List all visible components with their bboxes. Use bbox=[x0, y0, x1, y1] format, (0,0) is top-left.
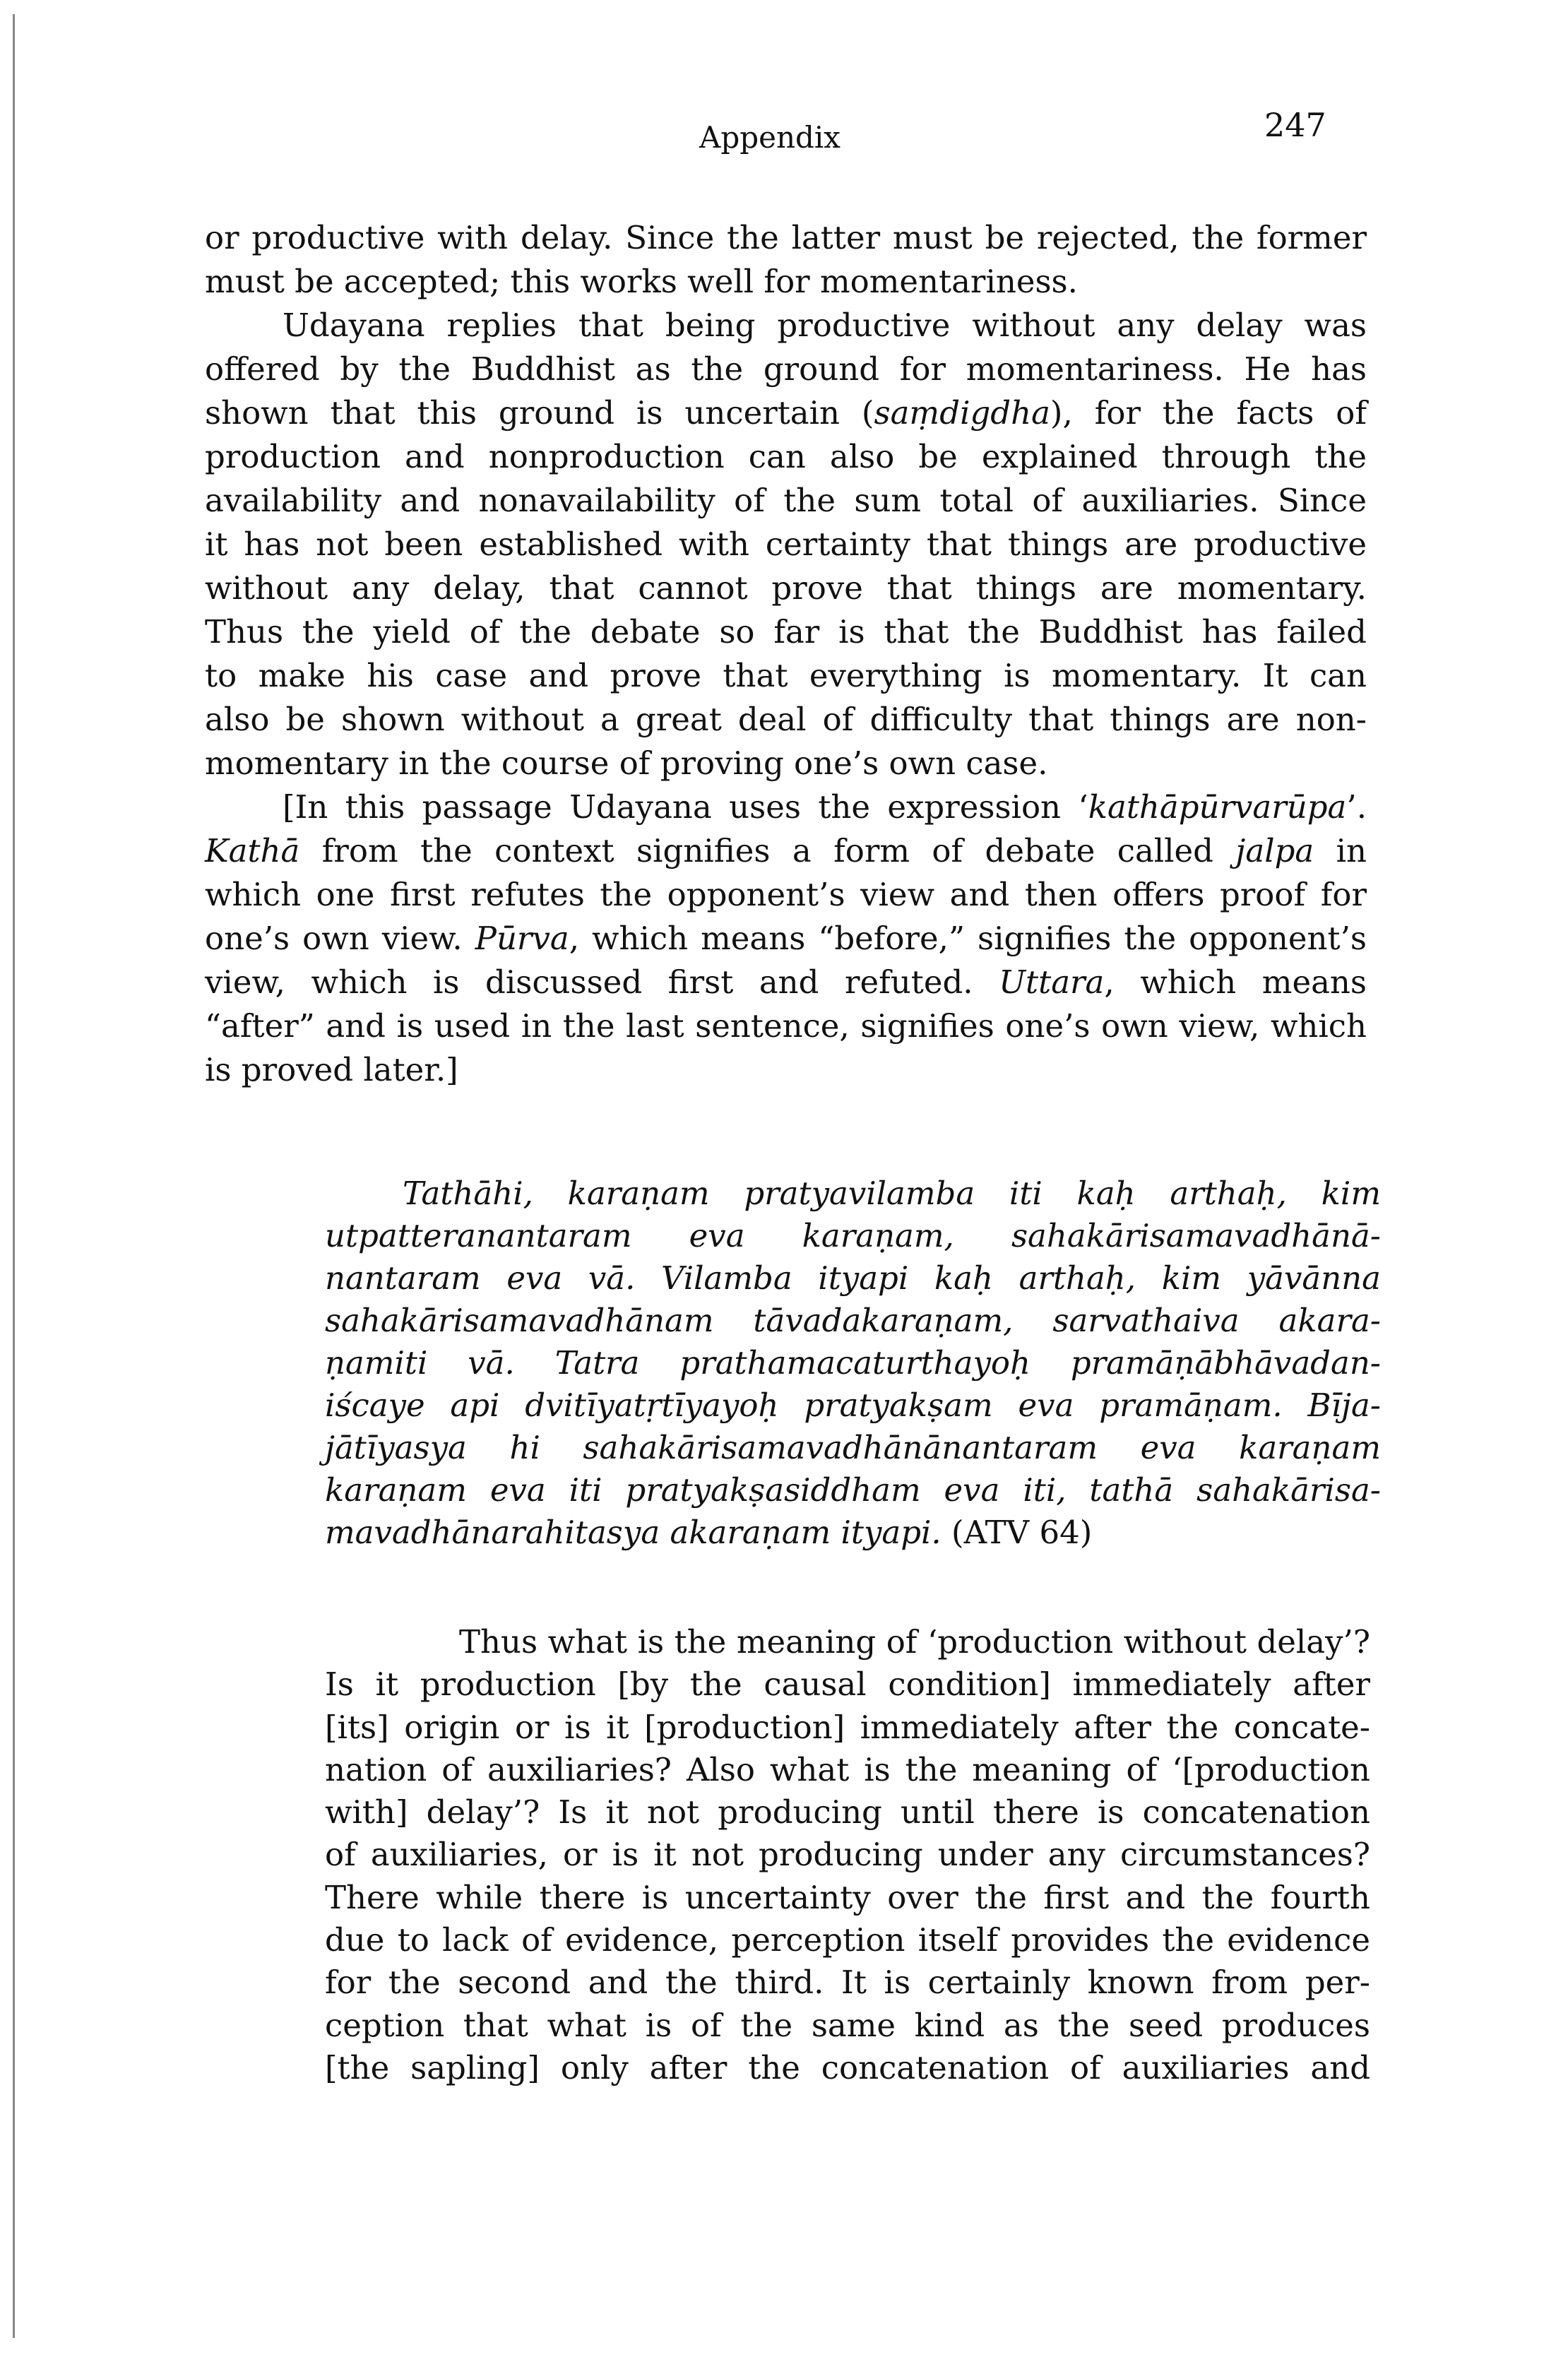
text-run: which one first refutes the opponent’s view and then offers proof for bbox=[205, 876, 1367, 913]
text-run: Is it production [by the causal condition] immediately after bbox=[325, 1666, 1370, 1704]
text-line bbox=[205, 304, 1367, 348]
text-run: “after” and is used in the last sentence, signifies one’s own view, which bbox=[205, 1007, 1367, 1045]
text-run: production and nonproduction can also be explained through the bbox=[205, 438, 1367, 475]
text-run: [the sapling] only after the concatenation of auxiliaries and bbox=[325, 2048, 1370, 2086]
text-line bbox=[325, 2047, 1370, 2089]
text-line bbox=[205, 1048, 1367, 1092]
text-line bbox=[325, 1215, 1381, 1257]
text-line bbox=[205, 785, 1367, 829]
text-line bbox=[325, 1512, 1381, 1554]
text-line bbox=[325, 1919, 1370, 1961]
paragraph bbox=[205, 785, 1367, 1092]
text-line bbox=[205, 742, 1367, 785]
body-text-translation bbox=[325, 1621, 1370, 2089]
italic-term: karaṇam eva iti pratyakṣasiddham eva iti, tathā sahakārisa- bbox=[325, 1471, 1381, 1509]
text-run: it has not been established with certainty that things are productive bbox=[205, 526, 1367, 563]
text-run: offered by the Buddhist as the ground for momentariness. He has bbox=[205, 350, 1367, 388]
text-line bbox=[205, 435, 1367, 479]
text-line bbox=[205, 1004, 1367, 1048]
running-header: Appendix bbox=[699, 120, 841, 155]
text-line bbox=[205, 523, 1367, 566]
text-line bbox=[205, 610, 1367, 654]
text-run: availability and nonavailability of the sum total of auxiliaries. Since bbox=[205, 482, 1367, 519]
italic-term: ṇamiti vā. Tatra prathamacaturthayoḥ pramāṇābhāvadan- bbox=[325, 1344, 1381, 1382]
text-line bbox=[325, 1384, 1381, 1427]
text-line bbox=[325, 1706, 1370, 1749]
text-run: also be shown without a great deal of difficulty that things are non- bbox=[205, 701, 1367, 738]
text-line bbox=[325, 1257, 1381, 1300]
text-run: is proved later.] bbox=[205, 1051, 458, 1088]
italic-term: jalpa bbox=[1235, 832, 1314, 869]
italic-term: saṃdigdha bbox=[874, 394, 1050, 432]
text-run: [its] origin or is it [production] immediately after the concate- bbox=[325, 1708, 1370, 1746]
scan-page-edge bbox=[13, 14, 15, 2338]
italic-term: nantaram eva vā. Vilamba ityapi kaḥ arthaḥ, kim yāvānna bbox=[325, 1259, 1381, 1297]
text-line bbox=[325, 2005, 1370, 2047]
text-run: Thus what is the meaning of ‘production without delay’? bbox=[459, 1623, 1370, 1661]
text-line bbox=[325, 1961, 1370, 2004]
text-run: shown that this ground is uncertain ( bbox=[205, 394, 874, 432]
text-line bbox=[325, 1749, 1370, 1791]
text-line bbox=[205, 917, 1367, 961]
italic-term: Kathā bbox=[205, 832, 300, 869]
text-line bbox=[205, 829, 1367, 873]
text-run: (ATV 64) bbox=[941, 1514, 1093, 1551]
text-line bbox=[325, 1834, 1370, 1876]
text-run: Thus the yield of the debate so far is that the Buddhist has failed bbox=[205, 613, 1367, 651]
text-run: from the context signifies a form of debate called bbox=[299, 832, 1236, 869]
text-line bbox=[325, 1469, 1381, 1512]
text-line bbox=[205, 260, 1367, 304]
text-run: nation of auxiliaries? Also what is the meaning of ‘[production bbox=[325, 1750, 1370, 1788]
text-line bbox=[205, 961, 1367, 1004]
italic-term: mavadhānarahitasya akaraṇam ityapi. bbox=[325, 1514, 942, 1551]
text-run: momentary in the course of proving one’s own case. bbox=[205, 744, 1048, 782]
text-line bbox=[205, 479, 1367, 523]
text-run: ception that what is of the same kind as the seed produces bbox=[325, 2006, 1370, 2044]
text-line bbox=[325, 1877, 1370, 1919]
text-run: , which means “before,” signifies the opponent’s bbox=[569, 920, 1367, 957]
text-run: without any delay, that cannot prove that things are momentary. bbox=[205, 569, 1367, 607]
page-number: 247 bbox=[1264, 106, 1326, 144]
text-run: in bbox=[1314, 832, 1367, 869]
text-line bbox=[325, 1342, 1381, 1384]
text-run: view, which is discussed first and refuted. bbox=[205, 963, 999, 1001]
text-line bbox=[325, 1427, 1381, 1469]
text-run: There while there is uncertainty over the first and the fourth bbox=[325, 1878, 1370, 1916]
text-run: with] delay’? Is it not producing until there is concatenation bbox=[325, 1793, 1370, 1831]
text-line bbox=[205, 566, 1367, 610]
paragraph bbox=[205, 304, 1367, 785]
body-text bbox=[205, 216, 1367, 1092]
text-run: for the second and the third. It is certainly known from per- bbox=[325, 1964, 1370, 2002]
text-line bbox=[325, 1621, 1370, 1663]
text-line bbox=[205, 391, 1367, 435]
italic-term: utpatteranantaram eva karaṇam, sahakārisamavadhānā- bbox=[325, 1217, 1381, 1254]
italic-term: Tathāhi, karaṇam pratyavilamba iti kaḥ arthaḥ, kim bbox=[403, 1175, 1381, 1212]
italic-term: iścaye api dvitīyatṛtīyayoḥ pratyakṣam eva pramāṇam. Bīja- bbox=[325, 1387, 1381, 1424]
text-line bbox=[205, 698, 1367, 742]
block-quote-sanskrit bbox=[325, 1172, 1381, 1554]
text-line bbox=[205, 216, 1367, 260]
text-line bbox=[325, 1300, 1381, 1342]
text-line bbox=[205, 348, 1367, 391]
paragraph bbox=[325, 1172, 1381, 1554]
text-line bbox=[325, 1791, 1370, 1834]
paragraph bbox=[205, 216, 1367, 304]
paragraph bbox=[325, 1621, 1370, 2089]
text-run: due to lack of evidence, perception itself provides the evidence bbox=[325, 1921, 1370, 1959]
text-run: ), for the facts of bbox=[1050, 394, 1367, 432]
text-run: of auxiliaries, or is it not producing under any circumstances? bbox=[325, 1836, 1370, 1874]
text-line bbox=[325, 1172, 1381, 1215]
text-line bbox=[325, 1663, 1370, 1706]
text-run: , which means bbox=[1104, 963, 1367, 1001]
text-line bbox=[205, 654, 1367, 698]
text-run: or productive with delay. Since the latter must be rejected, the former bbox=[205, 219, 1367, 256]
text-line bbox=[205, 873, 1367, 917]
italic-term: Uttara bbox=[999, 963, 1105, 1001]
italic-term: kathāpūrvarūpa bbox=[1088, 788, 1347, 826]
text-run: to make his case and prove that everything is momentary. It can bbox=[205, 657, 1367, 694]
italic-term: Pūrva bbox=[475, 920, 569, 957]
text-run: must be accepted; this works well for momentariness. bbox=[205, 263, 1078, 300]
text-run: one’s own view. bbox=[205, 920, 475, 957]
italic-term: jātīyasya hi sahakārisamavadhānānantaram eva karaṇam bbox=[325, 1429, 1381, 1466]
text-run: Udayana replies that being productive without any delay was bbox=[283, 307, 1367, 344]
text-run: ’. bbox=[1346, 788, 1367, 826]
text-run: [In this passage Udayana uses the expression ‘ bbox=[283, 788, 1088, 826]
italic-term: sahakārisamavadhānam tāvadakaraṇam, sarvathaiva akara- bbox=[325, 1302, 1381, 1339]
